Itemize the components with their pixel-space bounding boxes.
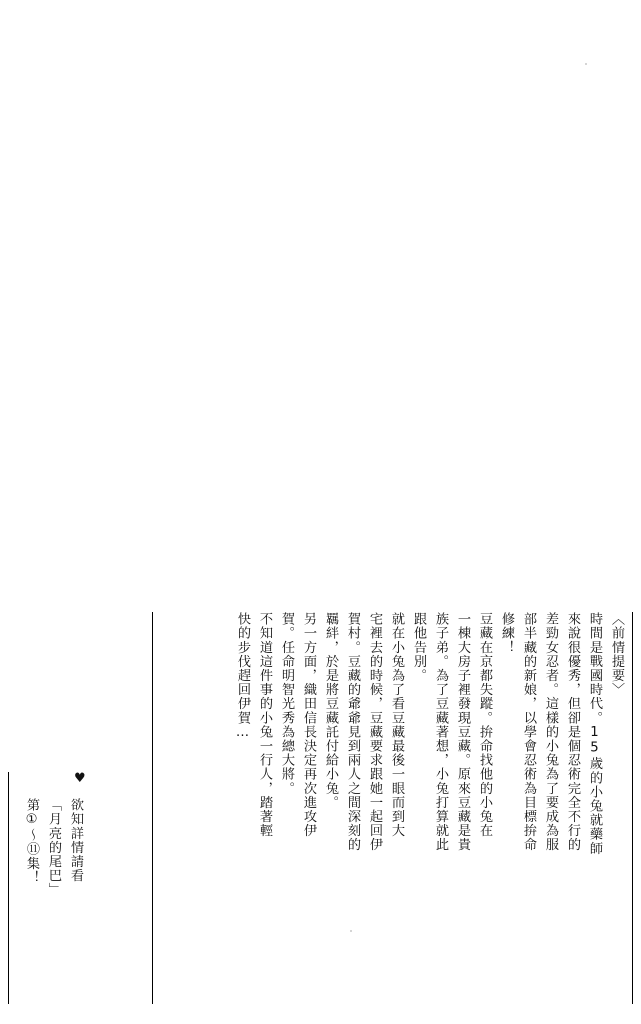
story-line: 羈絆，於是將豆藏託付給小兔。 [323,612,338,810]
story-line: 宅裡去的時候，豆藏要求跟她一起回伊 [367,612,382,852]
story-line: 賀。任命明智光秀為總大將。 [279,612,294,796]
story-line: 修練！ [499,612,514,655]
story-line: 就在小兔為了看豆藏最後一眼而到大 [389,612,404,838]
series-note [8,771,86,1004]
story-line: 快的步伐趕回伊賀… [235,612,250,741]
story-line: 差勁女忍者。這樣的小兔為了要成為服 [543,612,558,852]
story-summary-heading: 〈前情提要〉 [609,612,624,697]
heart-icon: ♥ [74,771,86,786]
note-line: 第①～⑪集！ [24,798,39,885]
story-line: 來說很優秀，但卻是個忍術完全不行的 [565,612,580,852]
note-line: 「月亮的尾巴」 [46,798,61,897]
story-line: 賀村。豆藏的爺爺見到兩人之間深刻的 [345,612,360,852]
note-divider-rule [8,772,9,1004]
note-line: 欲知詳情請看 [68,798,83,883]
print-speckle [585,63,587,65]
story-line: 族子弟。為了豆藏著想，小兔打算就此 [433,612,448,852]
body-divider-rule [152,612,153,1004]
story-line: 豆藏在京都失蹤。拚命找他的小兔在 [477,612,492,838]
story-line: 時間是戰國時代。15歲的小兔就藥師 [587,612,602,856]
story-line: 跟他告別。 [411,612,426,683]
story-line: 一棟大房子裡發現豆藏。原來豆藏是貴 [455,612,470,852]
story-line: 不知道這件事的小兔一行人，踏著輕 [257,612,272,838]
heading-divider-rule [632,612,633,1004]
story-summary-text [227,612,623,1004]
note-text [16,798,82,998]
story-line: 部半藏的新娘，以學會忍術為目標拚命 [521,612,536,852]
story-line: 另一方面，織田信長決定再次進攻伊 [301,612,316,838]
